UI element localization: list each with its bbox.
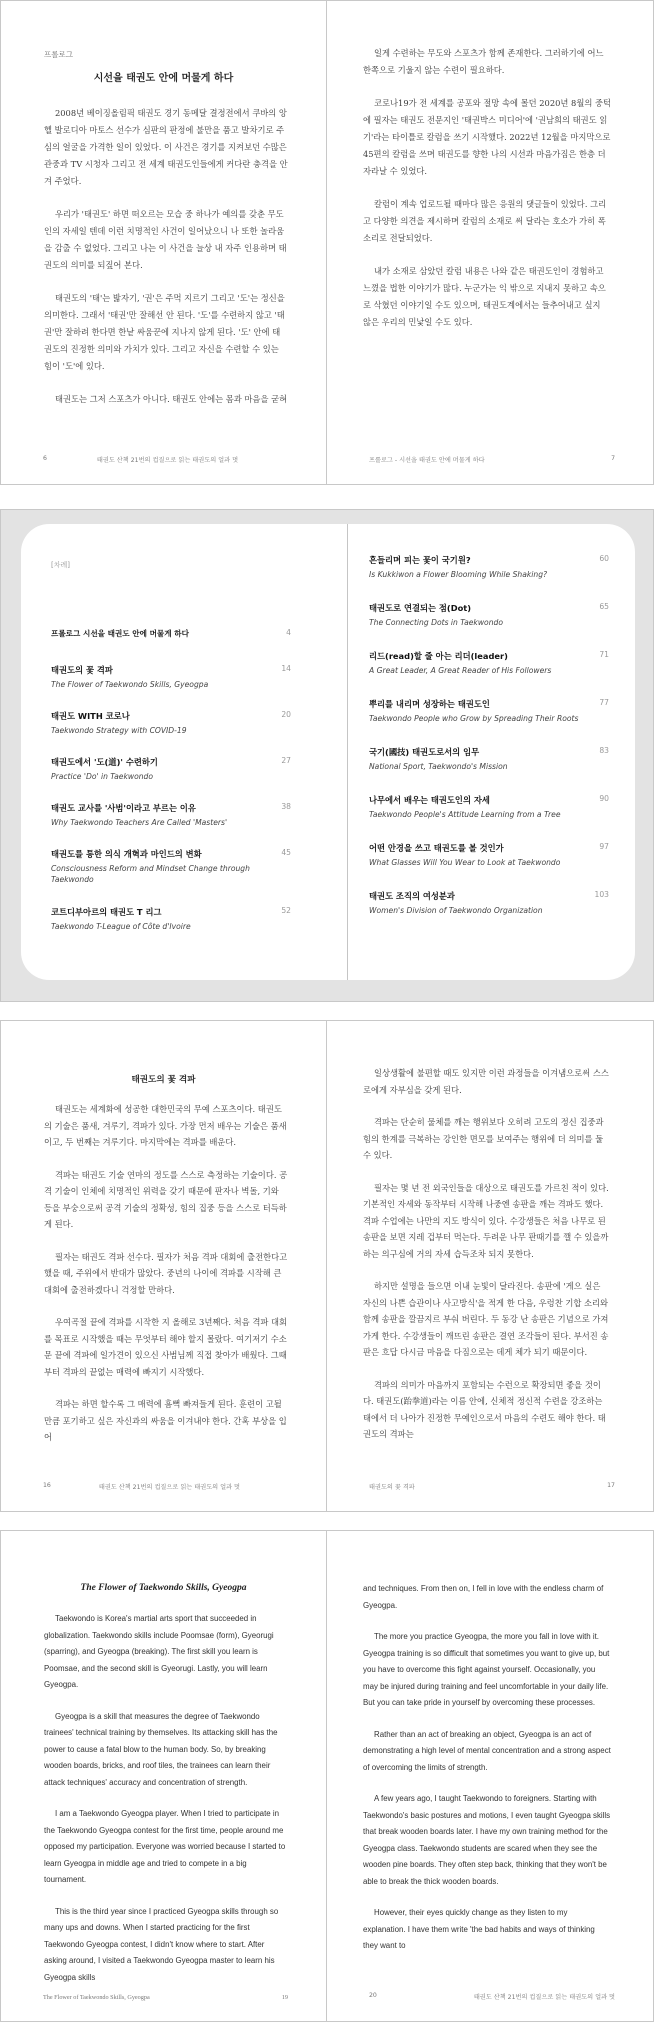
paragraph: 일게 수련하는 무도와 스포츠가 함께 존재한다. 그러하기에 어느 한쪽으로 기울지 않는 수련이 필요하다.	[363, 48, 604, 75]
spread-toc	[0, 509, 654, 1002]
toc-item[interactable]	[369, 794, 609, 820]
toc-item[interactable]	[51, 664, 291, 690]
toc-item[interactable]	[369, 890, 609, 916]
toc-page: 38	[281, 802, 291, 811]
divider	[347, 524, 348, 980]
paragraph: A few years ago, I taught Taekwondo to foreigners. Starting with Taekwondo's basic postures and motions, I even taught Gyeogpa skills that break wooden boards later. I have my own training method for the Gyeogpa class. Taekwondo students are scared when they see the wooden pine boards. They often step back, thinking that they won't be able to break the thick wooden boards.	[363, 1794, 611, 1886]
toc-title-ko: 리드(read)할 줄 아는 리더(leader)	[369, 651, 508, 661]
page-footer	[369, 455, 615, 464]
toc-page: 52	[281, 906, 291, 915]
running-title: 태권도 산책 21번의 컵질으로 읽는 태권도의 얼과 멋	[98, 1484, 241, 1491]
toc-title-en: Practice 'Do' in Taekwondo	[51, 772, 153, 781]
toc-title-ko: 나무에서 배우는 태권도인의 자세	[369, 795, 490, 805]
toc-item[interactable]	[369, 650, 609, 676]
toc-item[interactable]	[51, 710, 291, 736]
paragraph: Rather than an act of breaking an object, Gyeogpa is an act of demonstrating a high level of mental concentration and a strong aspect of overcoming the limits of strength.	[363, 1729, 611, 1772]
toc-item[interactable]	[369, 602, 609, 628]
toc-item[interactable]	[369, 698, 609, 724]
paragraph: I am a Taekwondo Gyeogpa player. When I tried to participate in the Taekwondo Gyeogpa contest for the first time, people around me opposed my participation. Everyone was worried because I started to learn Gyeogpa in middle age and tried to compete in a big tournament.	[44, 1809, 286, 1884]
spread-chapter-ko	[0, 1020, 654, 1512]
spread-prologue	[0, 0, 654, 485]
toc-page: 71	[599, 650, 609, 659]
paragraph: 격파는 단순히 물체를 깨는 행위보다 오히려 고도의 정신 집중과 힘의 한계를 극복하는 강인한 면모를 보여주는 행위에 더 의미를 둘 수 있다.	[363, 1117, 604, 1160]
section-label: 프롤로그	[44, 50, 73, 59]
toc-title-en: Consciousness Reform and Mindset Change through Taekwondo	[51, 864, 250, 884]
toc-title-ko: 어떤 안경을 쓰고 태권도를 볼 것인가	[369, 843, 504, 853]
running-title: 태권도 산책 21번의 컵질으로 읽는 태권도의 얼과 멋	[96, 457, 239, 464]
paragraph: However, their eyes quickly change as they listen to my explanation. I have them write 'the bad habits and ways of thinking they want to	[363, 1908, 595, 1950]
paragraph: and techniques. From then on, I fell in love with the endless charm of Gyeogpa.	[363, 1584, 604, 1610]
body-text	[44, 105, 288, 424]
page-footer	[43, 1482, 288, 1491]
toc-page: 45	[281, 848, 291, 857]
toc-item[interactable]	[51, 756, 291, 782]
running-title: The Flower of Taekwondo Skills, Gyeogpa	[43, 1994, 150, 2001]
toc-title-en: Women's Division of Taekwondo Organization	[369, 906, 543, 915]
page-footer	[369, 1992, 615, 2001]
toc-title-en: Taekwondo People's Attitude Learning from a Tree	[369, 810, 561, 819]
toc-item[interactable]	[51, 906, 291, 932]
toc-page: 60	[599, 554, 609, 563]
toc-item[interactable]	[369, 554, 609, 580]
toc-title-en: Taekwondo People who Grow by Spreading Their Roots	[369, 714, 579, 723]
toc-title-ko: 흔들리며 피는 꽃이 국기원?	[369, 555, 471, 565]
toc-title-ko: 태권도에서 '도(道)' 수련하기	[51, 757, 158, 767]
paragraph: The more you practice Gyeogpa, the more you fall in love with it. Gyeogpa training is so difficult that sometimes you want to give up, but you have to overcome this fight against yourself. Occasionally, you may be injured during training and feel uncomfortable in your daily life. But you can take pride in yourself by overcoming these processes.	[363, 1632, 610, 1707]
page-title: 시선을 태권도 안에 머물게 하다	[93, 73, 234, 84]
toc-page: 65	[599, 602, 609, 611]
body-text	[363, 45, 611, 347]
paragraph: 격파는 하면 할수록 그 매력에 흠뻑 빠져들게 된다. 훈련이 고될 만큼 포기하고 싶은 자신과의 싸움을 이겨내야 한다. 간혹 부상을 입어	[44, 1399, 287, 1442]
paragraph: 내가 소재로 삼았던 칼럼 내용은 나와 같은 태권도인이 경험하고 느꼈을 법한 이야기가 많다. 누군가는 익 밖으로 지내지 못하고 속으로 삭혔던 이야기일 수도 있으며, 태권도계에서는 들추어내고 싶지 않은 우리의 민낯일 수도 있다.	[363, 266, 606, 327]
toc-item[interactable]	[51, 802, 291, 828]
paragraph: 격파는 태권도 기술 연마의 정도를 스스로 측정하는 기술이다. 공격 기술이 인체에 치명적인 위력을 갖기 때문에 판자나 벽돌, 기와 등을 부숭으로써 공격 기술의 정확성, 힘의 집중 등을 스스로 터득하게 된다.	[44, 1169, 288, 1229]
toc-page: 103	[594, 890, 609, 899]
page-19	[0, 1530, 327, 2022]
paragraph: 칼럼이 계속 업로드될 때마다 많은 응원의 댓글들이 있었다. 그리고 다양한 의견을 제시하며 칼럼의 소재로 써 달라는 호소가 가히 폭소리로 전달되었다.	[363, 199, 607, 243]
spread-chapter-en	[0, 1530, 654, 2022]
toc-title-ko: 국기(國技) 태권도로서의 임무	[369, 747, 480, 757]
toc-title-ko: 태권도로 연결되는 점(Dot)	[369, 603, 472, 613]
toc-title-ko: 태권도를 통한 의식 개혁과 마인드의 변화	[51, 849, 202, 859]
paragraph: 격파의 의미가 마음까지 포함되는 수런으로 확장되면 좋을 것이다. 태권도(跆拳道)라는 이름 안에, 신체적 정신적 수련을 강조하는 태에서 더 나아가 진정한 무예인으로서 마음의 수련도 해야 한다. 태권도의 격파는	[363, 1379, 606, 1439]
paragraph: 우리가 '태권도' 하면 떠오르는 모습 중 하나가 예의를 갖춘 무도인의 자세일 텐데 이런 치명적인 사건이 일어났으니 나 또한 놀라움을 감출 수 없었다. 그리고 나는 이 사건을 늘상 내 자주 인용하며 태권도의 의미를 되짚어 본다.	[44, 209, 287, 270]
page-16	[0, 1020, 327, 1512]
toc-header: [차례]	[51, 561, 70, 569]
paragraph: Taekwondo is Korea's martial arts sport that succeeded in globalization. Taekwondo skills include Poomsae (form), Gyeorugi (sparring), and Gyeogpa (breaking). The first skill you learn is Poomsae, and the second skill is Gyeorugi. Lastly, you will learn Gyeogpa.	[44, 1614, 274, 1689]
toc-title-en: Taekwondo T-League of Côte d'Ivoire	[51, 922, 191, 931]
page-number: 20	[369, 1992, 377, 1999]
paragraph: 필자는 몇 년 전 외국인들을 대상으로 태권도를 가르친 적이 있다. 기본적인 자세와 동작부터 시작해 나중엔 송판을 깨는 격파도 했다. 격파 수업에는 나만의 지도 방식이 있다. 수강생들은 처음 나무로 된 송판을 보면 지레 겁부터 먹는다. 두려운 나무 판때기를 깰 수 있을까 하는 의구심에 거의 자세 습득조차 되지 못한다.	[363, 1182, 609, 1259]
toc-item[interactable]	[369, 842, 609, 868]
page-footer	[43, 1994, 288, 2001]
body-text	[44, 1101, 288, 1462]
page-number: 16	[43, 1482, 51, 1489]
page-number: 19	[281, 1994, 288, 2001]
paragraph: This is the third year since I practiced Gyeogpa skills through so many ups and downs. When I started practicing for the first Taekwondo Gyeogpa contest, I didn't know where to start. After asking around, I visited a Taekwondo Gyeogpa master to learn his Gyeogpa skills	[44, 1906, 279, 1982]
paragraph: 태권도는 세계화에 성공한 대한민국의 무예 스포츠이다. 태권도의 기술은 품새, 겨루기, 격파가 있다. 가장 먼저 배우는 기술은 품새이고, 두 번째는 겨루기다. 마지막에는 격파를 배운다.	[44, 1104, 287, 1147]
paragraph: 일상생활에 불편할 때도 있지만 이런 과정들을 이겨냄으로써 스스로에게 자부심을 갖게 된다.	[363, 1068, 609, 1095]
toc-page: 97	[599, 842, 609, 851]
running-title: 태권도 산책 21번의 컵질으로 읽는 태권도의 얼과 멋	[473, 1994, 615, 2001]
page-footer	[369, 1482, 615, 1491]
toc-title-en: National Sport, Taekwondo's Mission	[369, 762, 508, 771]
toc-title-ko: 태권도의 꽃 격파	[51, 665, 113, 675]
toc-item[interactable]	[51, 628, 291, 639]
toc-page: 20	[281, 710, 291, 719]
toc-page: 90	[599, 794, 609, 803]
toc-title-en: A Great Leader, A Great Reader of His Followers	[369, 666, 552, 675]
toc-card	[21, 524, 635, 980]
page-number: 17	[607, 1482, 615, 1489]
toc-title-ko: 프롤로그 시선을 태권도 안에 머물게 하다	[51, 629, 189, 638]
body-text	[44, 1611, 288, 2001]
paragraph: 우여곡절 끝에 격파를 시작한 지 올해로 3년째다. 처음 격파 대회를 목표로 시작했을 때는 무엇부터 해야 할지 몰랐다. 여기저기 수소문 끝에 격파에 일가견이 있으신 사범님께 직접 찾아가 배웠다. 그때부터 격파의 끝없는 매력에 빠지기 시작했다.	[44, 1317, 288, 1377]
chapter-title: The Flower of Taekwondo Skills, Gyeogpa	[80, 1583, 247, 1593]
toc-page: 83	[599, 746, 609, 755]
toc-page: 77	[599, 698, 609, 707]
toc-item[interactable]	[369, 746, 609, 772]
toc-title-en: What Glasses Will You Wear to Look at Taekwondo	[369, 858, 561, 867]
paragraph: 2008년 베이징올림픽 태권도 경기 동메달 결정전에서 쿠바의 앙헬 발로디아 마토스 선수가 심판의 판정에 불만을 품고 발차기로 주심의 얼굴을 가격한 일이 있었다. 이 사건은 경기를 지켜보던 수많은 관중과 TV 시청자 그리고 전 세계 태권도인들에게 커다란 충격을 안겨 주었다.	[44, 108, 288, 186]
toc-page: 27	[281, 756, 291, 765]
toc-page: 14	[281, 664, 291, 673]
paragraph: 태권도의 '태'는 밟자기, '권'은 주먹 지르기 그리고 '도'는 정신을 의미한다. 그래서 '태권'만 잘해선 안 된다. '도'를 수련하지 않고 '태권'만 잘하려 한다면 한낱 싸움꾼에 지나지 않게 된다. '도' 안에 태권도의 진정한 의미와 가치가 있다. 그리고 자신을 수련할 수 있는 힘이 '도'에 있다.	[44, 293, 285, 371]
toc-title-en: The Connecting Dots in Taekwondo	[369, 618, 503, 627]
toc-title-ko: 태권도 교사를 '사범'이라고 부르는 이유	[51, 803, 196, 813]
toc-item[interactable]	[51, 848, 291, 885]
body-text	[363, 1065, 611, 1459]
page-17	[327, 1020, 654, 1512]
page-number: 6	[43, 455, 47, 462]
toc-title-en: The Flower of Taekwondo Skills, Gyeogpa	[51, 680, 209, 689]
running-title: 프롤로그 - 시선을 태권도 안에 머물게 하다	[369, 457, 485, 464]
toc-page: 4	[286, 628, 291, 637]
chapter-title: 태권도의 꽃 격파	[131, 1075, 196, 1085]
toc-title-en: Is Kukkiwon a Flower Blooming While Shaking?	[369, 570, 548, 579]
page-number: 7	[611, 455, 615, 462]
page-footer	[43, 455, 288, 464]
page-20	[327, 1530, 654, 2022]
paragraph: Gyeogpa is a skill that measures the degree of Taekwondo trainees' technical training by themselves. Its attacking skill has the power to cause a fatal blow to the human body. So, by breaking wooden boards, bricks, and roof tiles, the trainees can learn their attack techniques' accuracy and concentration of strength.	[44, 1711, 278, 1787]
paragraph: 하지만 설명을 들으면 이내 눈빛이 달라진다. 송판에 '게으 실은 자신의 나쁜 습관이나 사고방식'을 적게 한 다음, 우렁찬 기합 소리와 함께 송판을 깔끔지르 부숴 버린다. 두 동강 난 송판은 기념으로 가져가게 한다. 수강생들이 깨뜨린 송판은 결연 조각들이 된다. 부서진 송판은 흐답 다시금 마음을 다짐으로는 데게 체가 되기 때문이다.	[363, 1281, 609, 1357]
body-text	[363, 1581, 611, 1970]
toc-title-ko: 태권도 WITH 코로나	[51, 711, 130, 721]
paragraph: 코로나19가 전 세계를 공포와 절망 속에 몰던 2020년 8월의 중턱에 필자는 태권도 전문지인 '태권박스 미디어'에 '권남희의 태권도 읽기'라는 타이틀로 칼럼을 쓰기 시작했다. 2022년 12월을 마지막으로 45편의 칼럼을 쓰며 태권도를 향한 나의 시선과 마음가짐은 한층 더 자라날 수 있었다.	[363, 98, 612, 176]
running-title: 태권도의 꽃 격파	[369, 1484, 415, 1491]
page-7	[327, 0, 654, 485]
toc-title-ko: 태권도 조직의 여성분과	[369, 891, 455, 901]
paragraph: 태권도는 그저 스포츠가 아니다. 태권도 안에는 몸과 마음을 굳혀	[55, 394, 288, 404]
toc-title-en: Why Taekwondo Teachers Are Called 'Masters'	[51, 818, 228, 827]
toc-title-en: Taekwondo Strategy with COVID-19	[51, 726, 187, 735]
toc-title-ko: 코트디부아르의 태권도 T 리그	[51, 907, 162, 917]
page-6	[0, 0, 327, 485]
paragraph: 필자는 태권도 격파 선수다. 필자가 처음 격파 대회에 출전한다고 했을 때, 주위에서 반대가 많았다. 중년의 나이에 격파를 시작해 큰 대회에 출전하겠다니 걱정할 만하다.	[44, 1251, 288, 1295]
toc-title-ko: 뿌리를 내리며 성장하는 태권도인	[369, 699, 490, 709]
